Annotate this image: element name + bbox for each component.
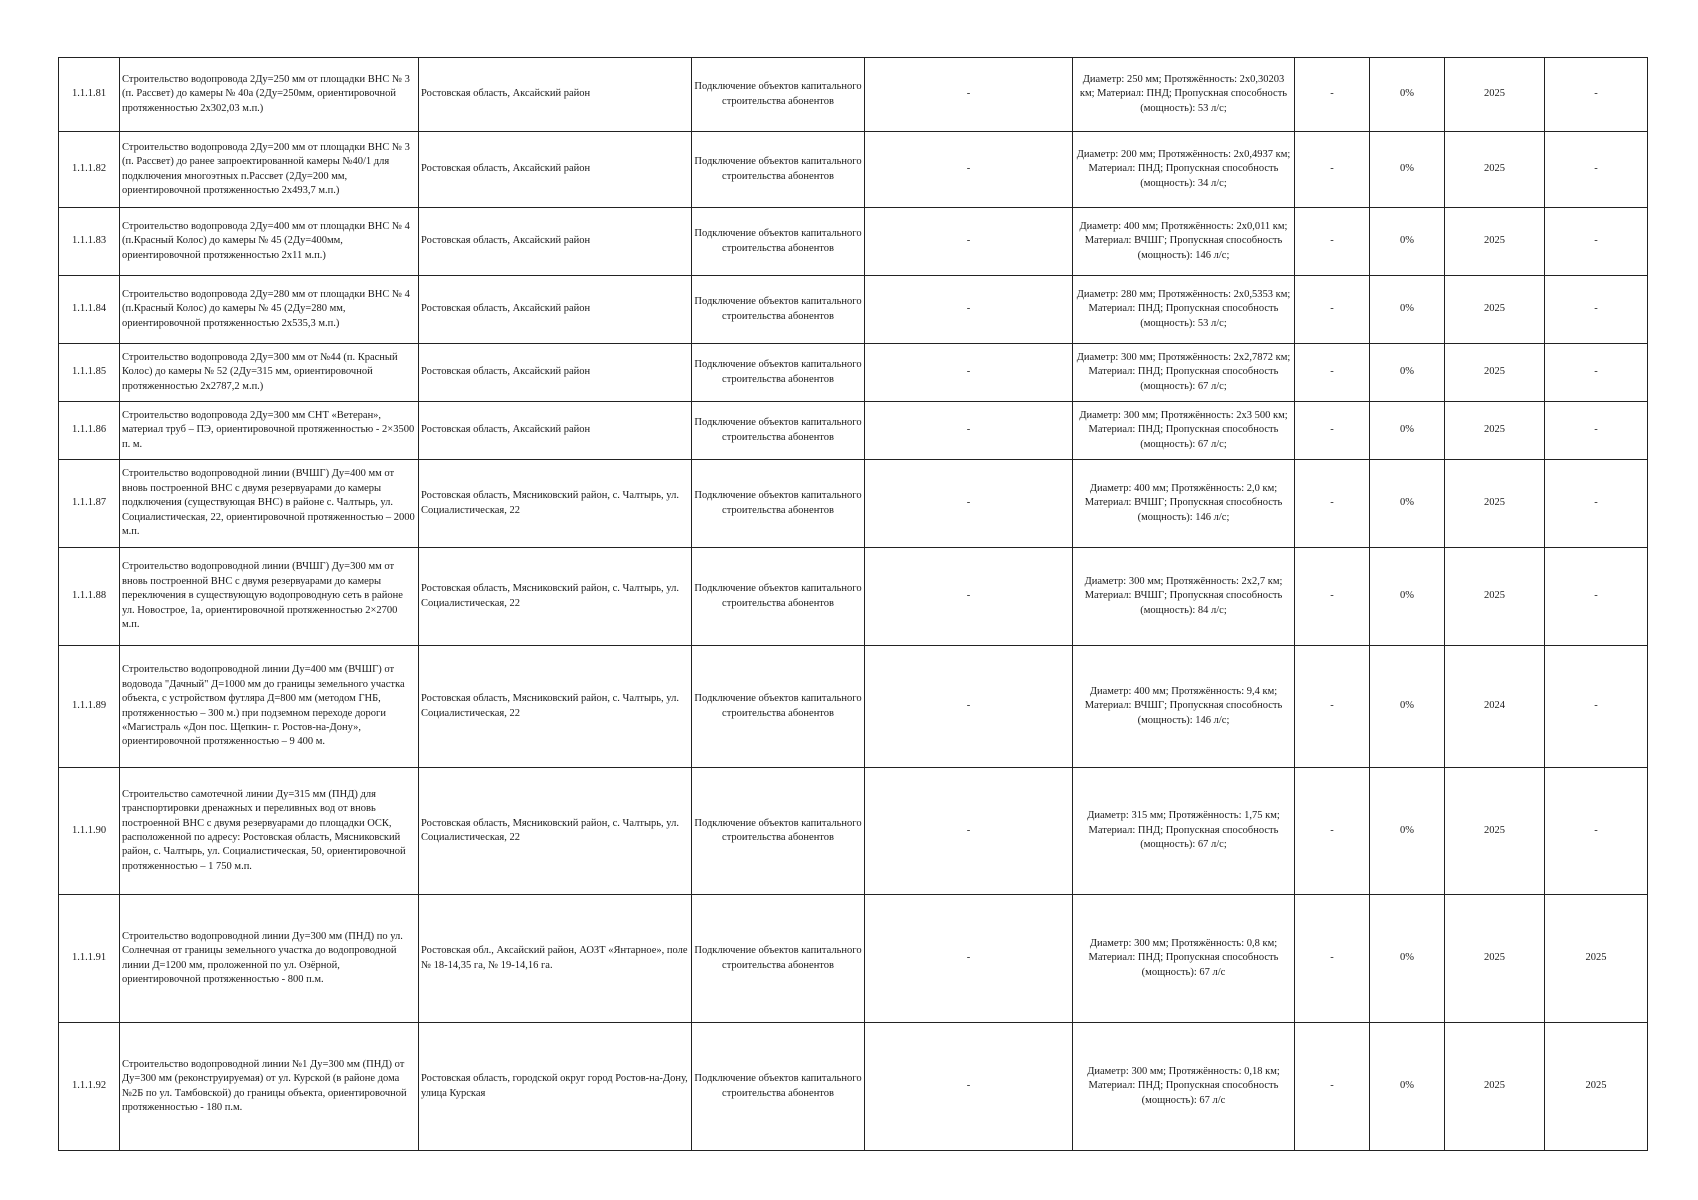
technical-parameters: Диаметр: 300 мм; Протяжённость: 0,18 км; Материал: ПНД; Пропускная способность (мощность): 67 л/с: [1073, 1023, 1295, 1151]
technical-parameters: Диаметр: 200 мм; Протяжённость: 2х0,4937 км; Материал: ПНД; Пропускная способность (мощность): 34 л/с;: [1073, 132, 1295, 208]
col7-value: -: [1295, 646, 1370, 768]
last-value: -: [1545, 646, 1648, 768]
col5-value: -: [865, 548, 1073, 646]
completion-percent: 0%: [1370, 208, 1445, 276]
table-row: [59, 548, 1648, 646]
completion-year: 2025: [1445, 132, 1545, 208]
last-value: -: [1545, 768, 1648, 895]
project-location: Ростовская обл., Аксайский район, АОЗТ «Янтарное», поле № 18-14,35 га, № 19-14,16 га.: [419, 895, 692, 1023]
project-purpose: Подключение объектов капитального строительства абонентов: [692, 895, 865, 1023]
table-row: [59, 768, 1648, 895]
project-location: Ростовская область, городской округ город Ростов-на-Дону, улица Курская: [419, 1023, 692, 1151]
row-code: 1.1.1.90: [59, 768, 120, 895]
col5-value: -: [865, 1023, 1073, 1151]
technical-parameters: Диаметр: 300 мм; Протяжённость: 2х2,7 км; Материал: ВЧШГ; Пропускная способность (мощность): 84 л/с;: [1073, 548, 1295, 646]
row-code: 1.1.1.89: [59, 646, 120, 768]
col5-value: -: [865, 276, 1073, 344]
col7-value: -: [1295, 208, 1370, 276]
project-name: Строительство водопроводной линии (ВЧШГ) Ду=400 мм от вновь построенной ВНС с двумя резервуарами до камеры подключения (существующая ВНС) в районе с. Чалтырь, ул. Социалистическая, 22, ориентировочной протяженностью – 2000 м.п.: [120, 460, 419, 548]
completion-percent: 0%: [1370, 58, 1445, 132]
table-body: [59, 58, 1648, 1151]
project-location: Ростовская область, Аксайский район: [419, 132, 692, 208]
row-code: 1.1.1.84: [59, 276, 120, 344]
technical-parameters: Диаметр: 280 мм; Протяжённость: 2х0,5353 км; Материал: ПНД; Пропускная способность (мощность): 53 л/с;: [1073, 276, 1295, 344]
row-code: 1.1.1.88: [59, 548, 120, 646]
technical-parameters: Диаметр: 400 мм; Протяжённость: 2х0,011 км; Материал: ВЧШГ; Пропускная способность (мощность): 146 л/с;: [1073, 208, 1295, 276]
project-name: Строительство водопроводной линии №1 Ду=300 мм (ПНД) от Ду=300 мм (реконструируемая) от ул. Курской (в районе дома №2Б по ул. Тамбовской) до границы объекта, ориентировочной протяженностью - 180 п.м.: [120, 1023, 419, 1151]
project-purpose: Подключение объектов капитального строительства абонентов: [692, 208, 865, 276]
row-code: 1.1.1.92: [59, 1023, 120, 1151]
completion-year: 2025: [1445, 344, 1545, 402]
table-row: [59, 895, 1648, 1023]
col5-value: -: [865, 768, 1073, 895]
completion-percent: 0%: [1370, 646, 1445, 768]
table-row: [59, 460, 1648, 548]
col5-value: -: [865, 208, 1073, 276]
project-purpose: Подключение объектов капитального строительства абонентов: [692, 768, 865, 895]
project-name: Строительство самотечной линии Ду=315 мм (ПНД) для транспортировки дренажных и переливных вод от вновь построенной ВНС с двумя резервуарами до площадки ОСК, расположенной по адресу: Ростовская область, Мясниковский район, с. Чалтырь, ул. Социалистическая, 50, ориентировочной протяженностью – 1 750 м.п.: [120, 768, 419, 895]
last-value: -: [1545, 548, 1648, 646]
row-code: 1.1.1.83: [59, 208, 120, 276]
project-purpose: Подключение объектов капитального строительства абонентов: [692, 276, 865, 344]
last-value: 2025: [1545, 895, 1648, 1023]
project-name: Строительство водопровода 2Ду=300 мм от №44 (п. Красный Колос) до камеры № 52 (2Ду=315 мм, ориентировочной протяженностью 2х2787,2 м.п.): [120, 344, 419, 402]
completion-percent: 0%: [1370, 1023, 1445, 1151]
completion-year: 2025: [1445, 1023, 1545, 1151]
completion-percent: 0%: [1370, 402, 1445, 460]
col7-value: -: [1295, 276, 1370, 344]
completion-percent: 0%: [1370, 276, 1445, 344]
row-code: 1.1.1.86: [59, 402, 120, 460]
completion-percent: 0%: [1370, 895, 1445, 1023]
completion-year: 2024: [1445, 646, 1545, 768]
project-location: Ростовская область, Аксайский район: [419, 344, 692, 402]
technical-parameters: Диаметр: 300 мм; Протяжённость: 2х3 500 км; Материал: ПНД; Пропускная способность (мощность): 67 л/с;: [1073, 402, 1295, 460]
row-code: 1.1.1.81: [59, 58, 120, 132]
col5-value: -: [865, 646, 1073, 768]
project-name: Строительство водопроводной линии Ду=400 мм (ВЧШГ) от водовода "Дачный" Д=1000 мм до границы земельного участка объекта, с устройством футляра Д=800 мм (методом ГНБ, протяженностью – 300 м.) при подземном переходе дороги «Магистраль «Дон пос. Щепкин- г. Ростов-на-Дону», ориентировочной протяженностью – 9 400 м.: [120, 646, 419, 768]
completion-year: 2025: [1445, 548, 1545, 646]
project-name: Строительство водопровода 2Ду=200 мм от площадки ВНС № 3 (п. Рассвет) до ранее запроектированной камеры №40/1 для подключения многоэтных п.Рассвет (2Ду=200 мм, ориентировочной протяженностью 2х493,7 м.п.): [120, 132, 419, 208]
project-location: Ростовская область, Мясниковский район, с. Чалтырь, ул. Социалистическая, 22: [419, 548, 692, 646]
completion-year: 2025: [1445, 895, 1545, 1023]
technical-parameters: Диаметр: 400 мм; Протяжённость: 2,0 км; Материал: ВЧШГ; Пропускная способность (мощность): 146 л/с;: [1073, 460, 1295, 548]
col5-value: -: [865, 58, 1073, 132]
row-code: 1.1.1.82: [59, 132, 120, 208]
last-value: -: [1545, 276, 1648, 344]
table-row: [59, 402, 1648, 460]
project-name: Строительство водопроводной линии Ду=300 мм (ПНД) по ул. Солнечная от границы земельного участка до водопроводной линии Д=1200 мм, проложенной по ул. Озёрной, ориентировочной протяженностью - 800 п.м.: [120, 895, 419, 1023]
project-purpose: Подключение объектов капитального строительства абонентов: [692, 402, 865, 460]
technical-parameters: Диаметр: 250 мм; Протяжённость: 2х0,30203 км; Материал: ПНД; Пропускная способность (мощность): 53 л/с;: [1073, 58, 1295, 132]
project-purpose: Подключение объектов капитального строительства абонентов: [692, 460, 865, 548]
project-location: Ростовская область, Мясниковский район, с. Чалтырь, ул. Социалистическая, 22: [419, 646, 692, 768]
col5-value: -: [865, 132, 1073, 208]
completion-year: 2025: [1445, 768, 1545, 895]
project-purpose: Подключение объектов капитального строительства абонентов: [692, 548, 865, 646]
last-value: 2025: [1545, 1023, 1648, 1151]
last-value: -: [1545, 460, 1648, 548]
last-value: -: [1545, 208, 1648, 276]
col7-value: -: [1295, 895, 1370, 1023]
completion-percent: 0%: [1370, 132, 1445, 208]
completion-year: 2025: [1445, 460, 1545, 548]
col7-value: -: [1295, 58, 1370, 132]
project-purpose: Подключение объектов капитального строительства абонентов: [692, 1023, 865, 1151]
table-row: [59, 208, 1648, 276]
col7-value: -: [1295, 768, 1370, 895]
project-location: Ростовская область, Аксайский район: [419, 58, 692, 132]
table-row: [59, 1023, 1648, 1151]
table-row: [59, 132, 1648, 208]
col5-value: -: [865, 344, 1073, 402]
project-purpose: Подключение объектов капитального строительства абонентов: [692, 132, 865, 208]
table-row: [59, 344, 1648, 402]
col7-value: -: [1295, 548, 1370, 646]
last-value: -: [1545, 402, 1648, 460]
last-value: -: [1545, 58, 1648, 132]
investment-program-table: [58, 57, 1648, 1151]
project-location: Ростовская область, Мясниковский район, с. Чалтырь, ул. Социалистическая, 22: [419, 460, 692, 548]
completion-percent: 0%: [1370, 460, 1445, 548]
row-code: 1.1.1.91: [59, 895, 120, 1023]
project-location: Ростовская область, Аксайский район: [419, 208, 692, 276]
technical-parameters: Диаметр: 315 мм; Протяжённость: 1,75 км; Материал: ПНД; Пропускная способность (мощность): 67 л/с;: [1073, 768, 1295, 895]
col7-value: -: [1295, 1023, 1370, 1151]
project-name: Строительство водопровода 2Ду=280 мм от площадки ВНС № 4 (п.Красный Колос) до камеры № 45 (2Ду=280 мм, ориентировочной протяженностью 2х535,3 м.п.): [120, 276, 419, 344]
col7-value: -: [1295, 132, 1370, 208]
table-row: [59, 646, 1648, 768]
technical-parameters: Диаметр: 300 мм; Протяжённость: 0,8 км; Материал: ПНД; Пропускная способность (мощность): 67 л/с: [1073, 895, 1295, 1023]
project-name: Строительство водопровода 2Ду=250 мм от площадки ВНС № 3 (п. Рассвет) до камеры № 40а (2Ду=250мм, ориентировочной протяженностью 2х302,03 м.п.): [120, 58, 419, 132]
project-purpose: Подключение объектов капитального строительства абонентов: [692, 344, 865, 402]
col5-value: -: [865, 402, 1073, 460]
col5-value: -: [865, 895, 1073, 1023]
completion-year: 2025: [1445, 58, 1545, 132]
project-name: Строительство водопровода 2Ду=400 мм от площадки ВНС № 4 (п.Красный Колос) до камеры № 45 (2Ду=400мм, ориентировочной протяженностью 2х11 м.п.): [120, 208, 419, 276]
project-location: Ростовская область, Аксайский район: [419, 276, 692, 344]
completion-year: 2025: [1445, 402, 1545, 460]
completion-percent: 0%: [1370, 344, 1445, 402]
completion-year: 2025: [1445, 208, 1545, 276]
col7-value: -: [1295, 460, 1370, 548]
completion-percent: 0%: [1370, 548, 1445, 646]
last-value: -: [1545, 132, 1648, 208]
col7-value: -: [1295, 402, 1370, 460]
completion-year: 2025: [1445, 276, 1545, 344]
col5-value: -: [865, 460, 1073, 548]
col7-value: -: [1295, 344, 1370, 402]
project-name: Строительство водопровода 2Ду=300 мм СНТ «Ветеран», материал труб – ПЭ, ориентировочной протяженностью - 2×3500 п. м.: [120, 402, 419, 460]
table-row: [59, 58, 1648, 132]
project-purpose: Подключение объектов капитального строительства абонентов: [692, 646, 865, 768]
project-location: Ростовская область, Мясниковский район, с. Чалтырь, ул. Социалистическая, 22: [419, 768, 692, 895]
completion-percent: 0%: [1370, 768, 1445, 895]
project-name: Строительство водопроводной линии (ВЧШГ) Ду=300 мм от вновь построенной ВНС с двумя резервуарами до камеры переключения в существующую водопроводную сеть в районе ул. Новострое, 1а, ориентировочной протяженностью 2×2700 м.п.: [120, 548, 419, 646]
project-location: Ростовская область, Аксайский район: [419, 402, 692, 460]
row-code: 1.1.1.85: [59, 344, 120, 402]
row-code: 1.1.1.87: [59, 460, 120, 548]
project-purpose: Подключение объектов капитального строительства абонентов: [692, 58, 865, 132]
technical-parameters: Диаметр: 300 мм; Протяжённость: 2х2,7872 км; Материал: ПНД; Пропускная способность (мощность): 67 л/с;: [1073, 344, 1295, 402]
last-value: -: [1545, 344, 1648, 402]
table-row: [59, 276, 1648, 344]
technical-parameters: Диаметр: 400 мм; Протяжённость: 9,4 км; Материал: ВЧШГ; Пропускная способность (мощность): 146 л/с;: [1073, 646, 1295, 768]
